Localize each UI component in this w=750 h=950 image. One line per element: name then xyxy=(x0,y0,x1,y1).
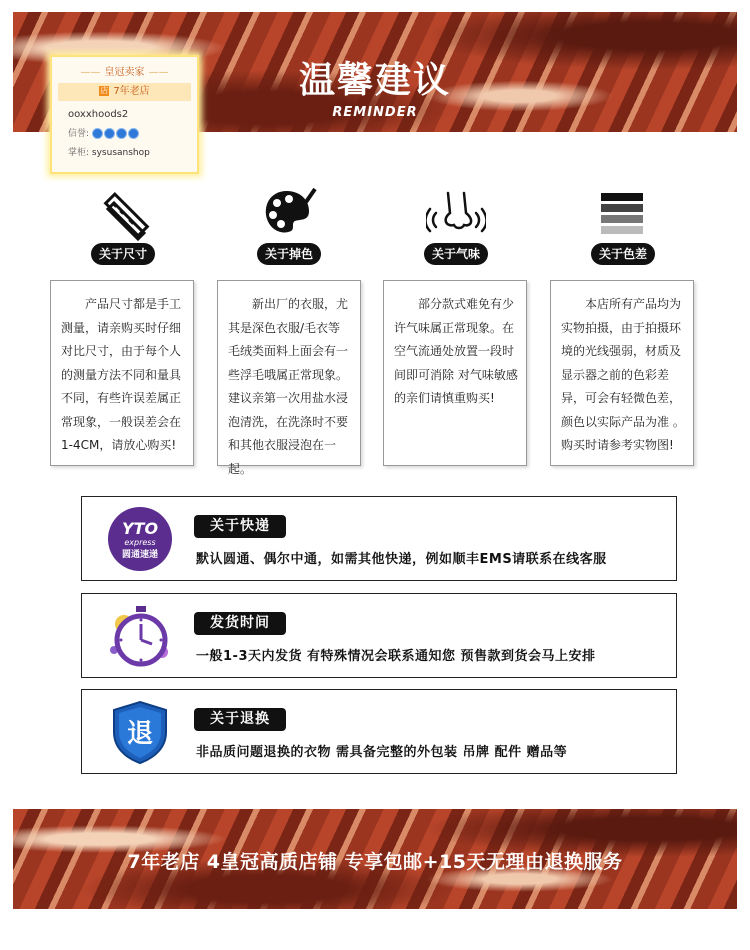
palette-icon xyxy=(259,185,319,240)
shop-icon: 店 xyxy=(100,86,109,95)
seller-username[interactable]: ooxxhoods2 xyxy=(68,109,129,120)
tip-text-color-diff: 本店所有产品均为实物拍摄，由于拍摄环境的光线强弱，材质及显示器之前的色彩差异，可会有轻微色差，颜色以实际产品为准 。购买时请参考实物图! xyxy=(550,280,694,466)
badge-title: —— 皇冠卖家 —— xyxy=(52,57,197,78)
info-returns xyxy=(81,689,677,774)
return-shield-icon xyxy=(104,700,176,765)
keeper-row xyxy=(68,145,197,158)
tip-text-odor: 部分款式难免有少许气味属正常现象。在空气流通处放置一段时间即可消除 对气味敏感的亲们请慎重购买! xyxy=(383,280,527,466)
tip-text-size: 产品尺寸都是手工测量，请亲购买时仔细对比尺寸，由于每个人的测量方法不同和量具不同，有些许误差属正常现象，一般误差会在1-4CM，请放心购买! xyxy=(50,280,194,466)
credit-label: 信誉: xyxy=(68,129,90,139)
ruler-pencil-icon xyxy=(94,189,154,244)
crown-icon xyxy=(128,128,139,139)
promo-footer-banner xyxy=(13,809,737,909)
tip-label-odor: 关于气味 xyxy=(424,243,488,265)
banner-title: 温馨建议 xyxy=(298,60,451,101)
express-heading: 关于快递 xyxy=(194,515,286,538)
color-bars-icon xyxy=(596,191,656,246)
tip-label-fading: 关于掉色 xyxy=(257,243,321,265)
yto-logo-cn: 圆通速递 xyxy=(121,550,158,560)
tip-text-fading: 新出厂的衣服，尤其是深色衣服/毛衣等毛绒类面料上面会有一些浮毛哦属正常现象。建议亲第一次用盐水浸泡清洗，在洗涤时不要和其他衣服浸泡在一起。 xyxy=(217,280,361,466)
express-text: 默认圆通、偶尔中通，如需其他快递，例如顺丰EMS请联系在线客服 xyxy=(196,552,607,567)
returns-text: 非品质问题退换的衣物 需具备完整的外包装 吊牌 配件 赠品等 xyxy=(196,745,568,760)
returns-heading: 关于退换 xyxy=(194,708,286,731)
return-shield-char: 退 xyxy=(126,719,153,749)
footer-slogan: 7年老店 4皇冠高质店铺 专享包邮+15天无理由退换服务 xyxy=(127,851,623,873)
keeper-name[interactable]: sysusanshop xyxy=(91,148,150,158)
banner-subtitle: REMINDER xyxy=(332,105,418,120)
crown-icon xyxy=(104,128,115,139)
seller-badge xyxy=(50,55,199,174)
keeper-label: 掌柜: xyxy=(68,148,90,158)
yto-express-logo-icon xyxy=(104,507,176,572)
stopwatch-icon xyxy=(104,604,176,669)
crown-rating xyxy=(92,129,140,139)
crown-icon xyxy=(92,128,103,139)
tip-label-color-diff: 关于色差 xyxy=(591,243,655,265)
yto-logo-sub: express xyxy=(124,538,156,547)
info-express xyxy=(81,496,677,581)
shop-age: 7年老店 xyxy=(113,86,150,97)
crown-icon xyxy=(116,128,127,139)
info-shipping-time xyxy=(81,593,677,678)
credit-row xyxy=(68,126,197,139)
nose-icon xyxy=(426,189,486,244)
yto-logo-text: YTO xyxy=(121,519,159,538)
shop-age-bar xyxy=(58,83,191,101)
shipping-text: 一般1-3天内发货 有特殊情况会联系通知您 预售款到货会马上安排 xyxy=(196,649,596,664)
shipping-heading: 发货时间 xyxy=(194,612,286,635)
tip-label-size: 关于尺寸 xyxy=(91,243,155,265)
